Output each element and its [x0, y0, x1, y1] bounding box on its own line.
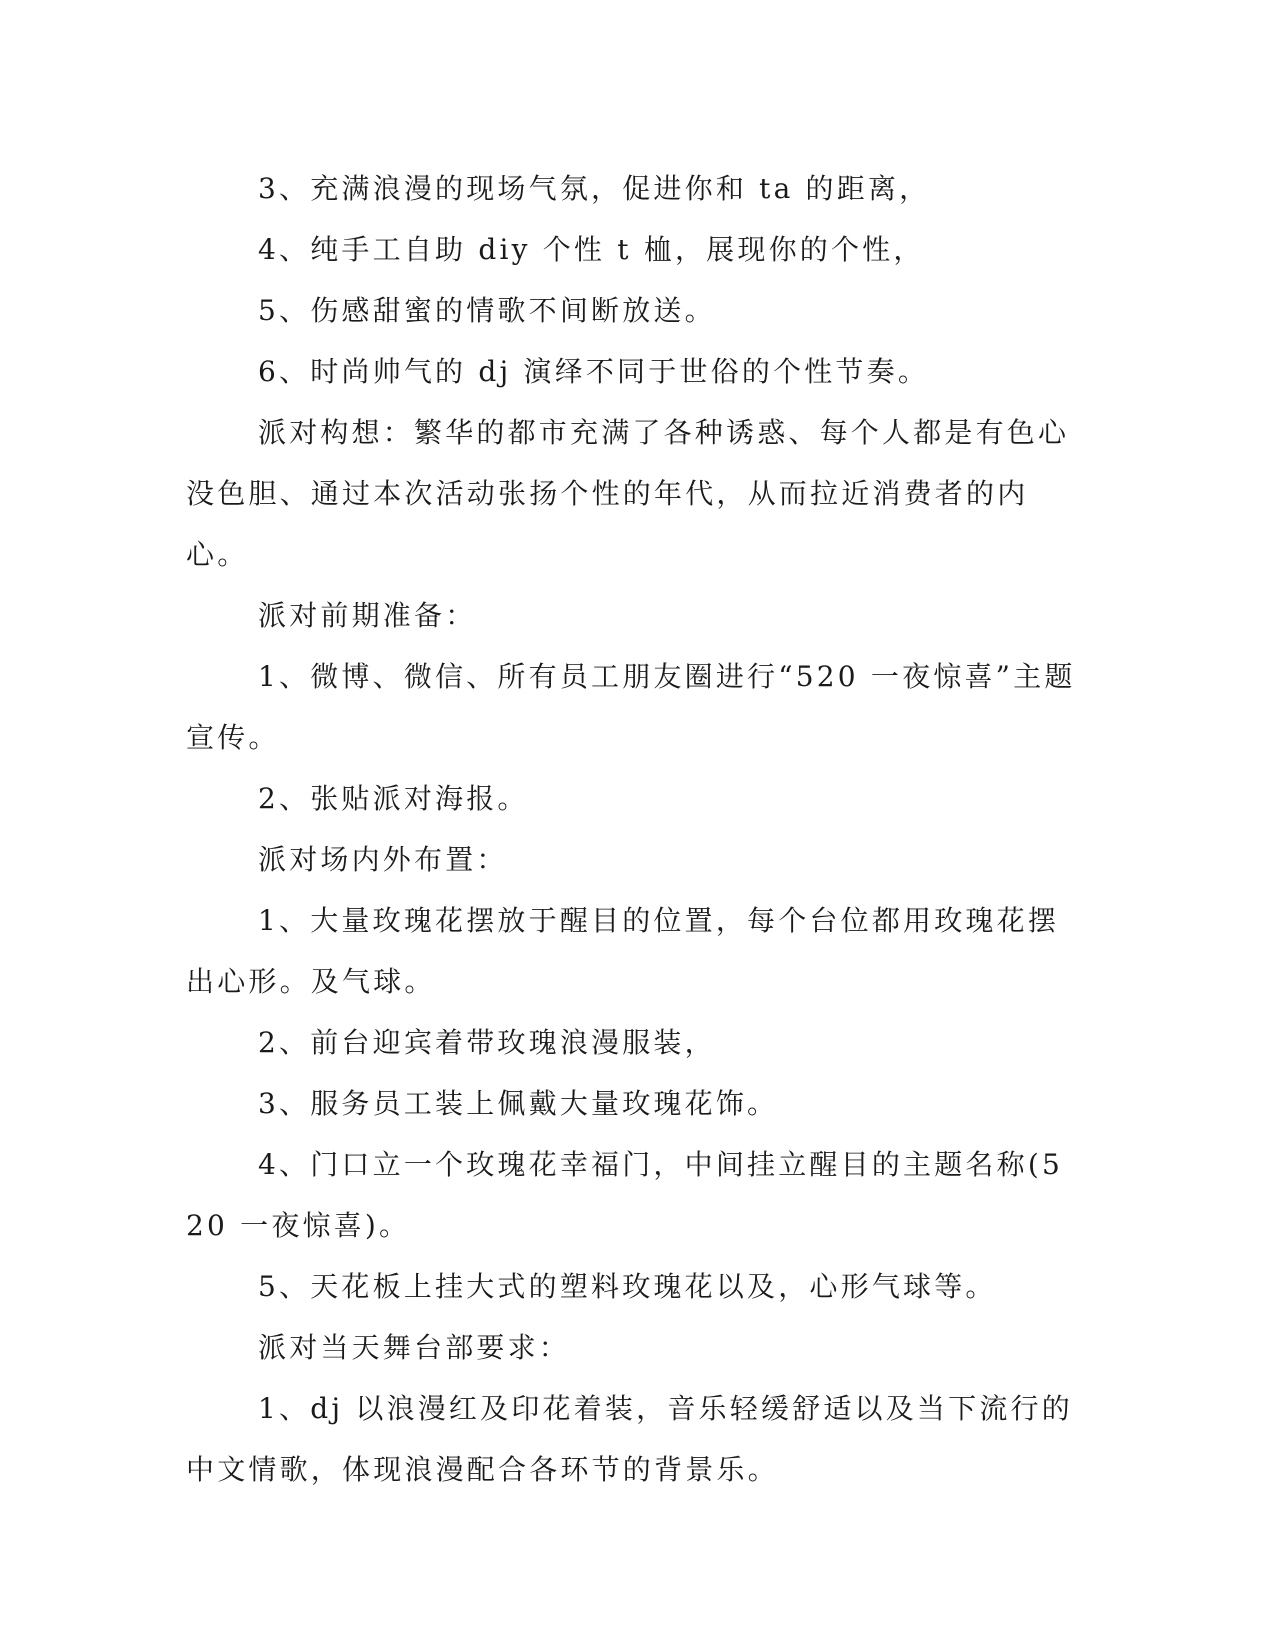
paragraph-layout-4: 4、门口立一个玫瑰花幸福门，中间挂立醒目的主题名称(520 一夜惊喜)。: [186, 1148, 1063, 1242]
heading-pre-party-prep: 派对前期准备：: [258, 599, 477, 632]
paragraph-party-concept: 派对构想：繁华的都市充满了各种诱惑、每个人都是有色心没色胆、通过本次活动张扬个性的年代，从而拉近消费者的内心。: [186, 416, 1070, 571]
paragraph-layout-2: 2、前台迎宾着带玫瑰浪漫服装，: [258, 1026, 716, 1059]
paragraph-1: 3、充满浪漫的现场气氛，促进你和 ta 的距离，: [258, 172, 931, 205]
heading-venue-layout: 派对场内外布置：: [258, 843, 508, 876]
paragraph-prep-1: 1、微博、微信、所有员工朋友圈进行“520 一夜惊喜”主题宣传。: [186, 660, 1076, 754]
document-body: [186, 158, 1076, 1500]
paragraph-3: 5、伤感甜蜜的情歌不间断放送。: [258, 294, 716, 327]
paragraph-stage-1: 1、dj 以浪漫红及印花着装，音乐轻缓舒适以及当下流行的中文情歌，体现浪漫配合各环节的背景乐。: [186, 1392, 1073, 1486]
paragraph-prep-2: 2、张贴派对海报。: [258, 782, 529, 815]
paragraph-layout-3: 3、服务员工装上佩戴大量玫瑰花饰。: [258, 1087, 779, 1120]
paragraph-layout-1: 1、大量玫瑰花摆放于醒目的位置，每个台位都用玫瑰花摆出心形。及气球。: [186, 904, 1060, 998]
paragraph-2: 4、纯手工自助 diy 个性 t 桖，展现你的个性，: [258, 233, 925, 266]
paragraph-layout-5: 5、天花板上挂大式的塑料玫瑰花以及，心形气球等。: [258, 1270, 997, 1303]
heading-stage-requirements: 派对当天舞台部要求：: [258, 1331, 571, 1364]
paragraph-4: 6、时尚帅气的 dj 演绎不同于世俗的个性节奏。: [258, 355, 930, 388]
